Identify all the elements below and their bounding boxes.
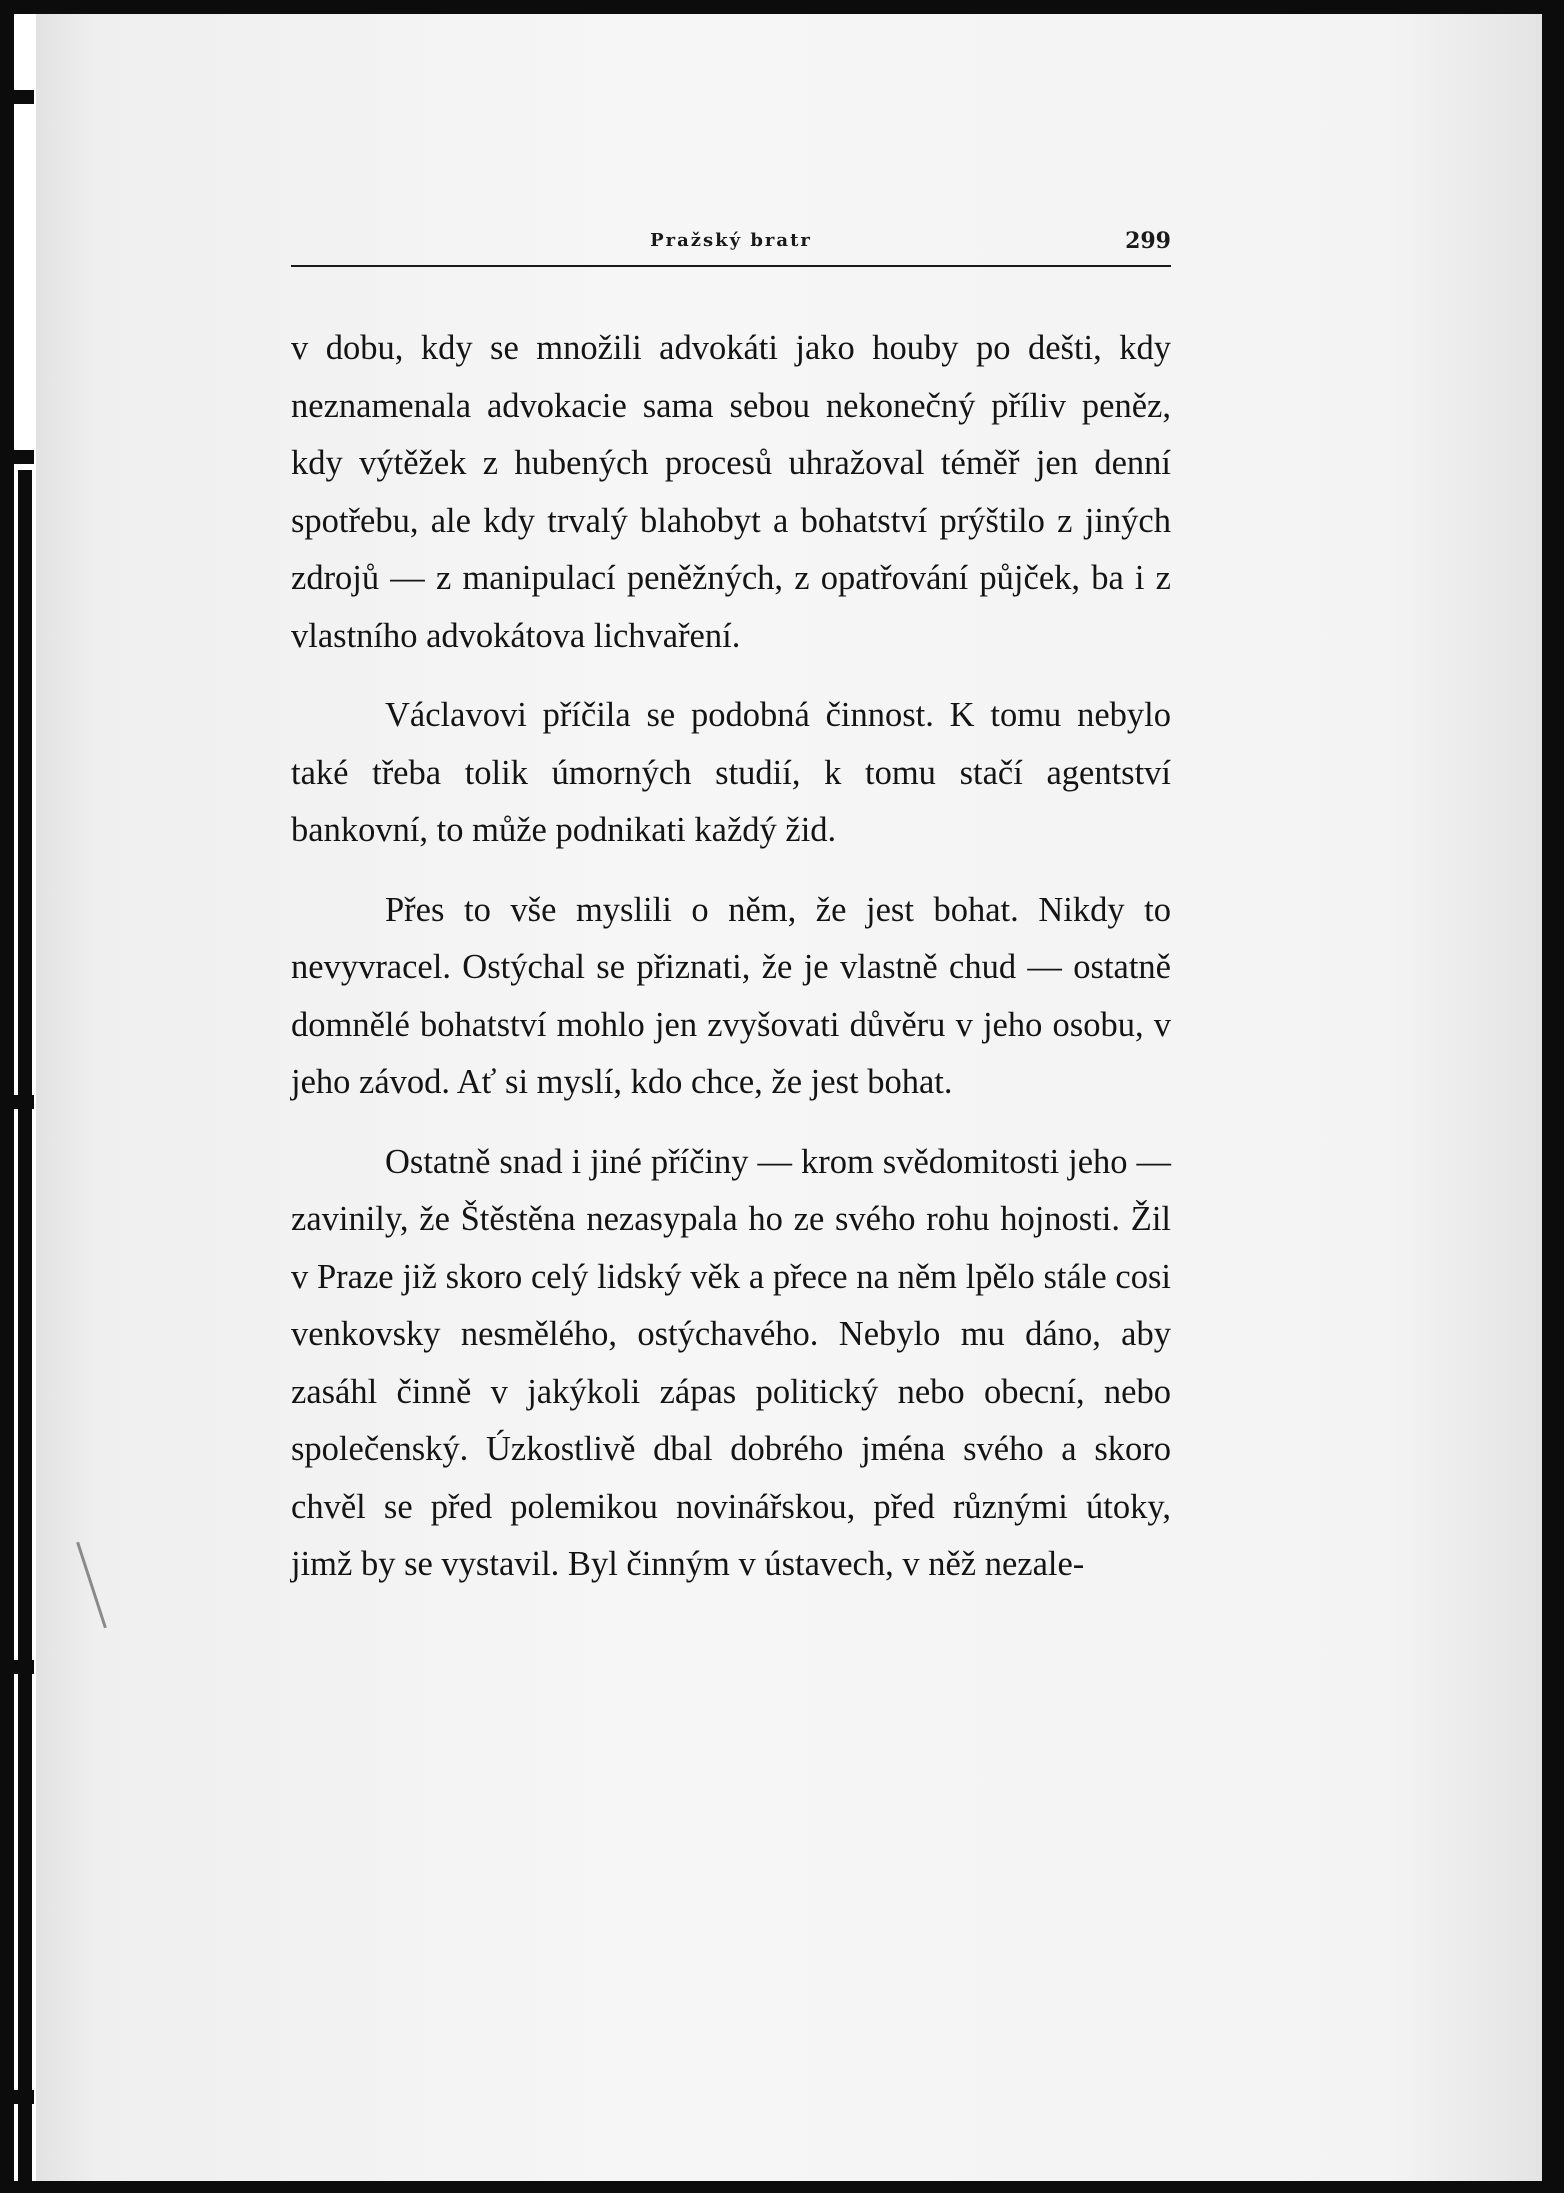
binding-mark <box>14 1660 34 1674</box>
scan-border-left <box>0 0 14 2193</box>
running-head: Pražský bratr <box>650 230 812 251</box>
paragraph: Přes to vše myslili o něm, že jest bohat. Nikdy to nevyvracel. Ostýchal se přiznati, že je vlastně chud — ostatně domnělé bohatství mohlo jen zvyšovati důvěru v jeho osobu, v jeho závod. Ať si myslí, kdo chce, že jest bohat. <box>291 890 1171 1101</box>
scan-border-top <box>0 0 1564 14</box>
binding-edge <box>18 470 32 2185</box>
binding-mark <box>14 1095 34 1109</box>
scan-border-bottom <box>0 2181 1564 2193</box>
binding-mark <box>14 450 34 464</box>
binding-mark <box>14 2090 34 2104</box>
paragraph: Ostatně snad i jiné příčiny — krom svědomitosti jeho — zavinily, že Štěstěna nezasypala ho ze svého rohu hojnosti. Žil v Praze již skoro celý lidský věk a přece na něm lpělo stále cosi venkovsky nesmělého, ostýchavého. Nebylo mu dáno, aby zasáhl činně v jakýkoli zápas politický nebo obecní, nebo společenský. Úzkostlivě dbal dobrého jména svého a skoro chvěl se před polemikou novinářskou, před různými útoky, jimž by se vystavil. Byl činným v ústavech, v něž nezale- <box>291 1142 1171 1583</box>
header-rule <box>291 265 1171 267</box>
page-number: 299 <box>1125 228 1171 254</box>
page-header <box>291 226 1171 266</box>
binding-mark <box>14 90 34 104</box>
paragraph: v dobu, kdy se množili advokáti jako houby po dešti, kdy neznamenala advokacie sama sebou nekonečný příliv peněz, kdy výtěžek z hubených procesů uhražoval téměř jen denní spotřebu, ale kdy trvalý blahobyt a bohatství prýštilo z jiných zdrojů — z manipulací peněžných, z opatřování půjček, ba i z vlastního advokátova lichvaření. <box>291 329 1171 655</box>
body-text <box>291 320 1171 1616</box>
paragraph: Václavovi příčila se podobná činnost. K tomu nebylo také třeba tolik úmorných studií, k tomu stačí agentství bankovní, to může podnikati každý žid. <box>291 696 1171 849</box>
scan-border-right <box>1542 0 1564 2193</box>
